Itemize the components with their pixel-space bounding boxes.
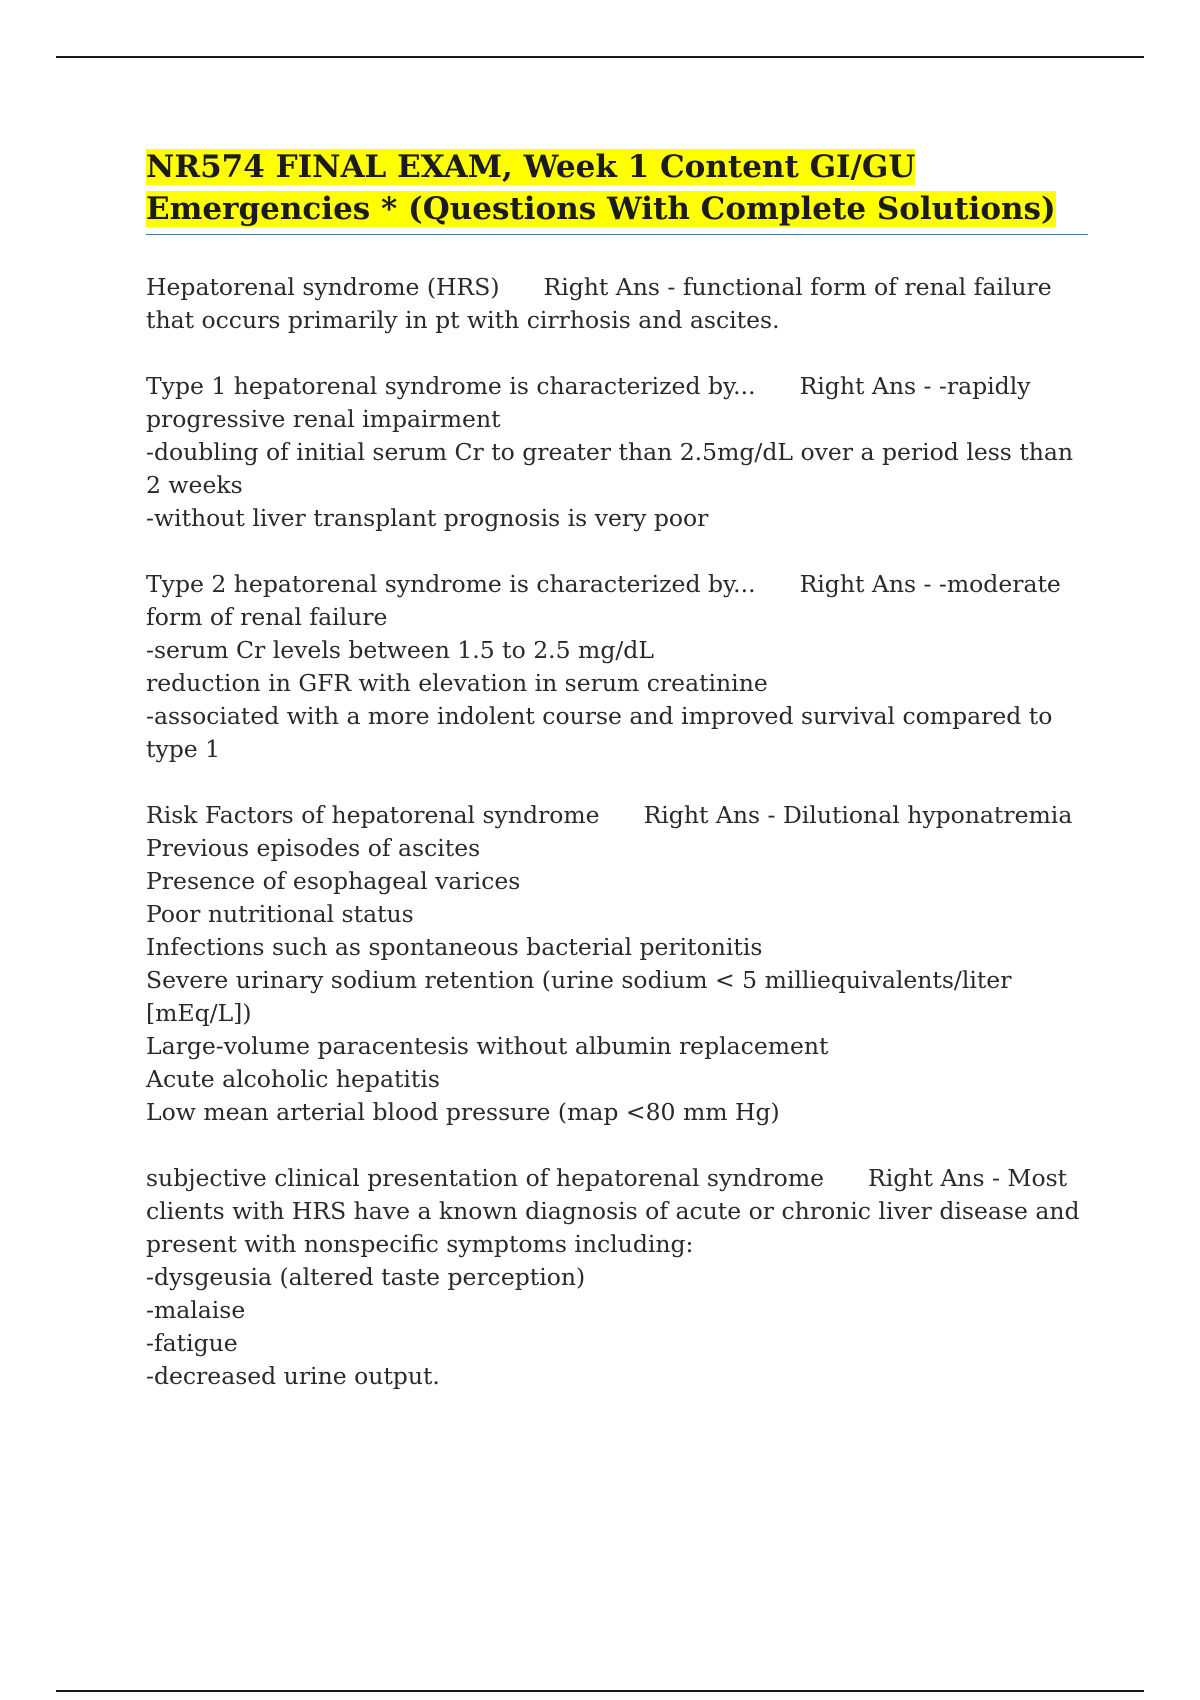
question-text: Hepatorenal syndrome (HRS) xyxy=(146,273,500,301)
title-underline xyxy=(146,234,1088,235)
answer-line: Previous episodes of ascites xyxy=(146,834,481,862)
qa-first-line xyxy=(146,1162,1086,1261)
qa-entry xyxy=(146,799,1086,1129)
answer-line: -dysgeusia (altered taste perception) xyxy=(146,1263,586,1291)
title-line-1: NR574 FINAL EXAM, Week 1 Content GI/GU xyxy=(146,149,916,185)
document-body xyxy=(146,146,1086,1393)
qa-first-line xyxy=(146,568,1086,634)
answer-text: Right Ans - -rapidly progressive renal impairment xyxy=(146,372,1031,433)
qa-entry xyxy=(146,271,1086,337)
answer-line: Infections such as spontaneous bacterial peritonitis xyxy=(146,933,763,961)
header-rule xyxy=(56,56,1144,58)
answer-line: Large-volume paracentesis without albumin replacement xyxy=(146,1032,829,1060)
qa-first-line xyxy=(146,271,1086,337)
answer-text: Right Ans - Dilutional hyponatremia xyxy=(643,801,1073,829)
answer-line: Acute alcoholic hepatitis xyxy=(146,1065,440,1093)
answer-text: Right Ans - -moderate form of renal failure xyxy=(146,570,1061,631)
answer-line: Poor nutritional status xyxy=(146,900,414,928)
answer-line: reduction in GFR with elevation in serum creatinine xyxy=(146,669,768,697)
footer-rule xyxy=(56,1690,1144,1692)
answer-line: -without liver transplant prognosis is very poor xyxy=(146,504,709,532)
answer-line: -associated with a more indolent course and improved survival compared to type 1 xyxy=(146,702,1053,763)
qa-entry xyxy=(146,370,1086,535)
question-text: Type 1 hepatorenal syndrome is characterized by... xyxy=(146,372,756,400)
qa-entry xyxy=(146,568,1086,766)
qa-first-line xyxy=(146,370,1086,436)
answer-line: -decreased urine output. xyxy=(146,1362,440,1390)
answer-line: -fatigue xyxy=(146,1329,238,1357)
answer-line: Presence of esophageal varices xyxy=(146,867,521,895)
qa-entry xyxy=(146,1162,1086,1393)
question-text: subjective clinical presentation of hepatorenal syndrome xyxy=(146,1164,825,1192)
answer-line: -serum Cr levels between 1.5 to 2.5 mg/dL xyxy=(146,636,654,664)
answer-line: Low mean arterial blood pressure (map <80 mm Hg) xyxy=(146,1098,780,1126)
title-line-2: Emergencies * (Questions With Complete Solutions) xyxy=(146,191,1056,227)
answer-text: Right Ans - Most clients with HRS have a known diagnosis of acute or chronic liver disease and present with nonspecific symptoms including: xyxy=(146,1164,1080,1258)
answer-line: -malaise xyxy=(146,1296,246,1324)
answer-line: Severe urinary sodium retention (urine sodium < 5 milliequivalents/liter [mEq/L]) xyxy=(146,966,1012,1027)
question-text: Type 2 hepatorenal syndrome is characterized by... xyxy=(146,570,756,598)
qa-first-line xyxy=(146,799,1086,832)
answer-line: -doubling of initial serum Cr to greater than 2.5mg/dL over a period less than 2 weeks xyxy=(146,438,1074,499)
question-text: Risk Factors of hepatorenal syndrome xyxy=(146,801,600,829)
document-title xyxy=(146,146,1086,234)
answer-text: Right Ans - functional form of renal failure that occurs primarily in pt with cirrhosis and ascites. xyxy=(146,273,1052,334)
